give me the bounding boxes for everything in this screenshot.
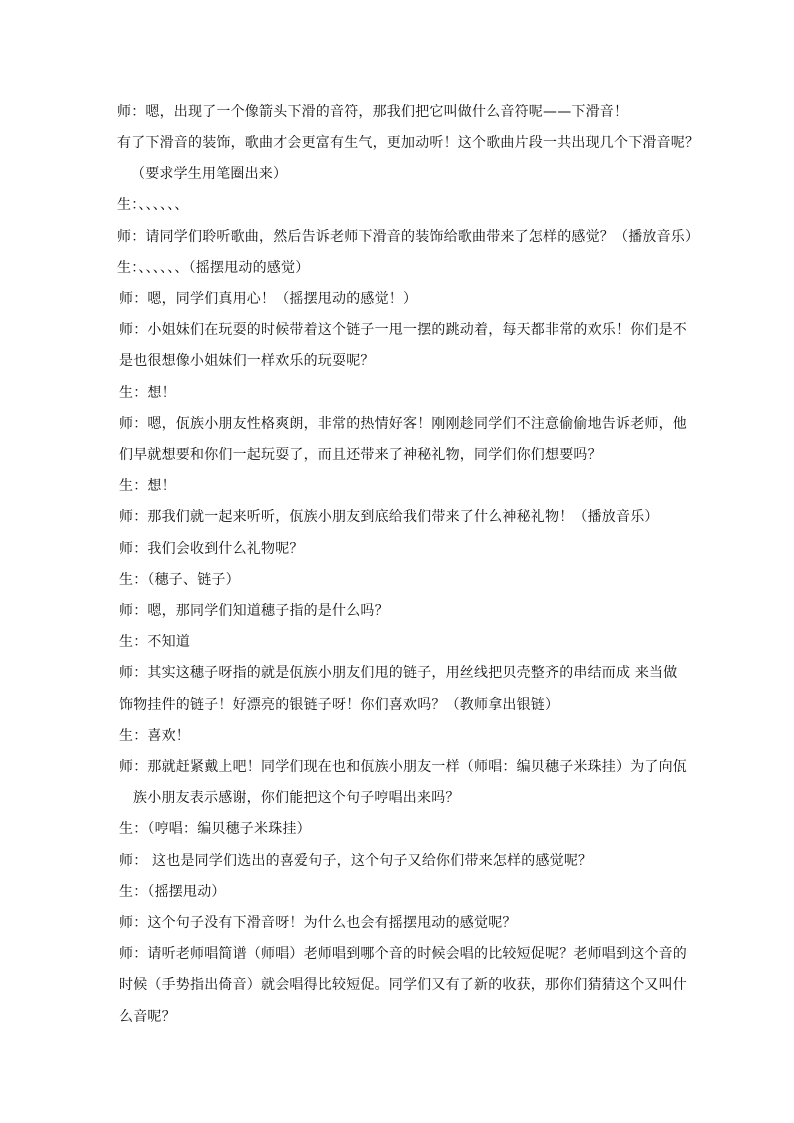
dialogue-line: 生：（哼唱：编贝穗子米珠挂） [119, 821, 311, 837]
dialogue-line: （要求学生用笔圈出来） [131, 166, 288, 182]
dialogue-line: 生：（摇摆甩动） [119, 884, 226, 900]
dialogue-line: 师：嗯，佤族小朋友性格爽朗，非常的热情好客！刚刚趁同学们不注意偷偷地告诉老师，他 [119, 416, 687, 432]
dialogue-line: 生：想！ [119, 385, 176, 401]
dialogue-line: 饰物挂件的链子！好漂亮的银链子呀！你们喜欢吗？（教师拿出银链） [119, 697, 560, 713]
dialogue-line: 师：这个句子没有下滑音呀！为什么也会有摇摆甩动的感觉呢？ [119, 915, 517, 931]
dialogue-line: 族小朋友表示感谢，你们能把这个句子哼唱出来吗？ [133, 790, 460, 806]
dialogue-line: 师： 这也是同学们选出的喜爱句子，这个句子又给你们带来怎样的感觉呢？ [119, 853, 593, 869]
dialogue-line: 生：、、、、、、 [117, 197, 189, 213]
dialogue-line: 生：喜欢！ [119, 728, 190, 744]
dialogue-line: 师：嗯，那同学们知道穗子指的是什么吗？ [119, 603, 389, 619]
dialogue-line: 师：请同学们聆听歌曲，然后告诉老师下滑音的装饰给歌曲带来了怎样的感觉？（播放音乐） [117, 229, 700, 245]
dialogue-line: 师：小姐妹们在玩耍的时候带着这个链子一甩一摆的跳动着，每天都非常的欢乐！你们是不 [119, 322, 687, 338]
dialogue-line: 师：那我们就一起来听听，佤族小朋友到底给我们带来了什么神秘礼物！（播放音乐） [119, 509, 659, 525]
dialogue-line: 们早就想要和你们一起玩耍了，而且还带来了神秘礼物，同学们你们想要吗？ [119, 447, 602, 463]
dialogue-line: 时候（手势指出倚音）就会唱得比较短促。同学们又有了新的收获，那你们猜猜这个又叫什 [119, 977, 687, 993]
dialogue-line: 师：请听老师唱简谱（师唱）老师唱到哪个音的时候会唱的比较短促呢？老师唱到这个音的 [119, 946, 687, 962]
dialogue-line: 生：不知道 [119, 634, 190, 650]
dialogue-line: 生：想！ [119, 478, 176, 494]
dialogue-line: 师：嗯，出现了一个像箭头下滑的音符，那我们把它叫做什么音符呢——下滑音！ [117, 104, 629, 120]
dialogue-line: 有了下滑音的装饰，歌曲才会更富有生气，更加动听！这个歌曲片段一共出现几个下滑音呢？ [117, 135, 700, 151]
dialogue-line: 么音呢？ [119, 1009, 176, 1025]
dialogue-line: 生：（穗子、链子） [119, 572, 240, 588]
dialogue-line: 师：嗯，同学们真用心！（摇摆甩动的感觉！） [119, 291, 418, 307]
dialogue-line: 生：、、、、、、（摇摆甩动的感觉） [117, 260, 310, 276]
dialogue-line: 师：我们会收到什么礼物呢？ [119, 541, 304, 557]
dialogue-line: 是也很想像小姐妹们一样欢乐的玩耍呢？ [119, 353, 375, 369]
dialogue-line: 师：其实这穗子呀指的就是佤族小朋友们甩的链子，用丝线把贝壳整齐的串结而成 来当做 [119, 665, 678, 681]
dialogue-line: 师：那就赶紧戴上吧！同学们现在也和佤族小朋友一样（师唱：编贝穗子米珠挂）为了向佤 [119, 759, 687, 775]
